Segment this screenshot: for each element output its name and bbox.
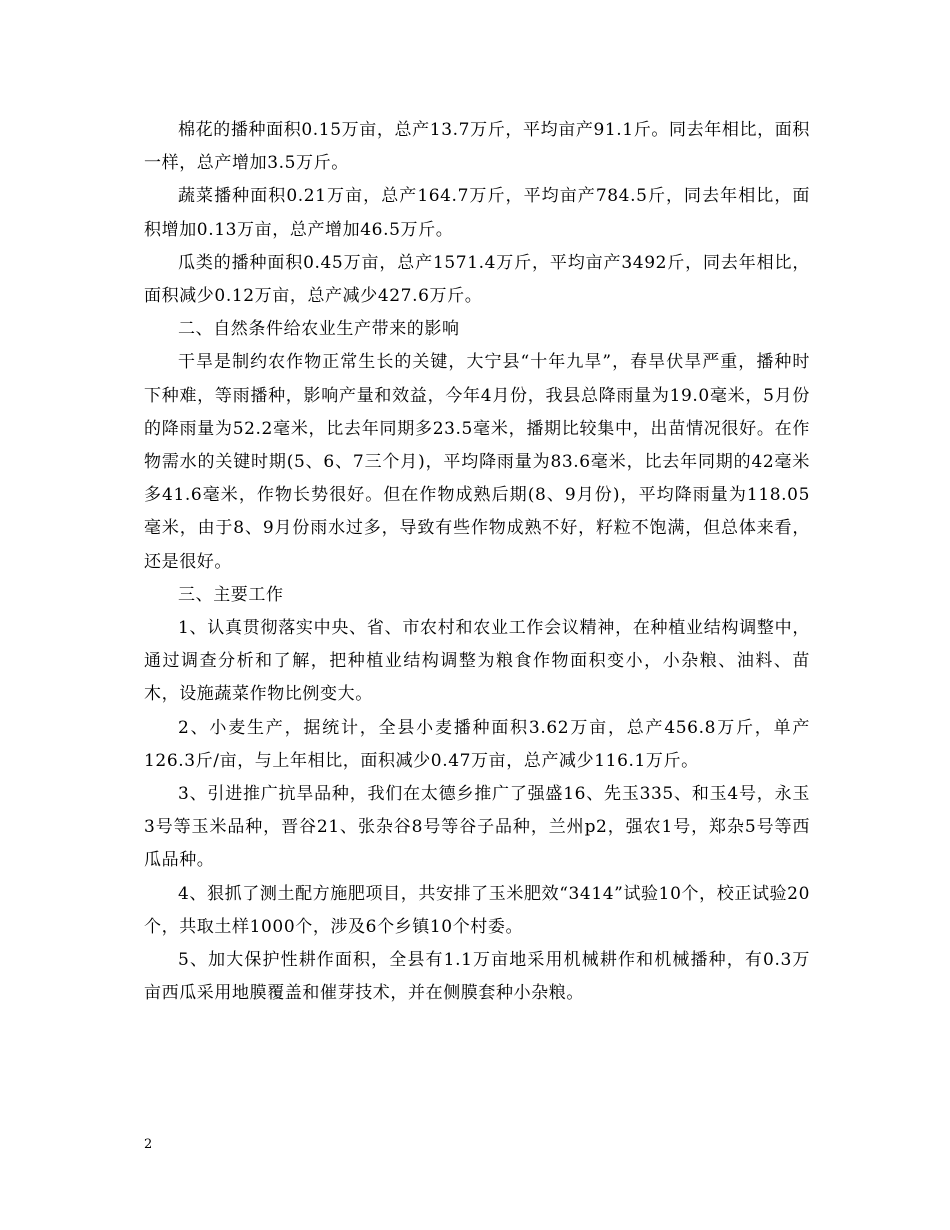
paragraph-melons: 瓜类的播种面积0.45万亩，总产1571.4万斤，平均亩产3492斤，同去年相比，面积减少0.12万亩，总产减少427.6万斤。 <box>144 252 810 307</box>
paragraph-work-item-2: 2、小麦生产，据统计，全县小麦播种面积3.62万亩，总产456.8万斤，单产126.3斤/亩，与上年相比，面积减少0.47万亩，总产减少116.1万斤。 <box>144 717 810 771</box>
paragraph-work-item-1: 1、认真贯彻落实中央、省、市农村和农业工作会议精神，在种植业结构调整中，通过调查分析和了解，把种植业结构调整为粮食作物面积变小，小杂粮、油料、苗木，设施蔬菜作物比例变大。 <box>144 618 810 705</box>
paragraph-cotton: 棉花的播种面积0.15万亩，总产13.7万斤，平均亩产91.1斤。同去年相比，面积一样，总产增加3.5万斤。 <box>144 120 810 174</box>
paragraph-drought: 干旱是制约农作物正常生长的关键，大宁县“十年九旱”，春旱伏旱严重，播种时下种难，等雨播种，影响产量和效益，今年4月份，我县总降雨量为19.0毫米，5月份的降雨量为52.2毫米，比去年同期多23.5毫米，播期比较集中，出苗情况很好。在作物需水的关键时期(5、6、7三个月)，平均降雨量为83.6毫米，比去年同期的42毫米多41.6毫米，作物长势很好。但在作物成熟后期(8、9月份)，平均降雨量为118.05毫米，由于8、9月份雨水过多，导致有些作物成熟不好，籽粒不饱满，但总体来看，还是很好。 <box>144 352 810 572</box>
section-heading-natural-conditions: 二、自然条件给农业生产带来的影响 <box>178 319 460 340</box>
section-heading-main-work: 三、主要工作 <box>178 584 284 605</box>
document-body <box>144 114 810 1010</box>
paragraph-work-item-5: 5、加大保护性耕作面积，全县有1.1万亩地采用机械耕作和机械播种，有0.3万亩西瓜采用地膜覆盖和催芽技术，并在侧膜套种小杂粮。 <box>144 950 810 1004</box>
paragraph-vegetables: 蔬菜播种面积0.21万亩，总产164.7万斤，平均亩产784.5斤，同去年相比，面积增加0.13万亩，总产增加46.5万斤。 <box>144 186 810 240</box>
paragraph-work-item-4: 4、狠抓了测土配方施肥项目，共安排了玉米肥效“3414”试验10个，校正试验20个，共取土样1000个，涉及6个乡镇10个村委。 <box>144 883 810 937</box>
page-number: 2 <box>144 1137 153 1152</box>
paragraph-work-item-3: 3、引进推广抗旱品种，我们在太德乡推广了强盛16、先玉335、和玉4号，永玉3号等玉米品种，晋谷21、张杂谷8号等谷子品种，兰州p2，强农1号，郑杂5号等西瓜品种。 <box>144 784 810 871</box>
